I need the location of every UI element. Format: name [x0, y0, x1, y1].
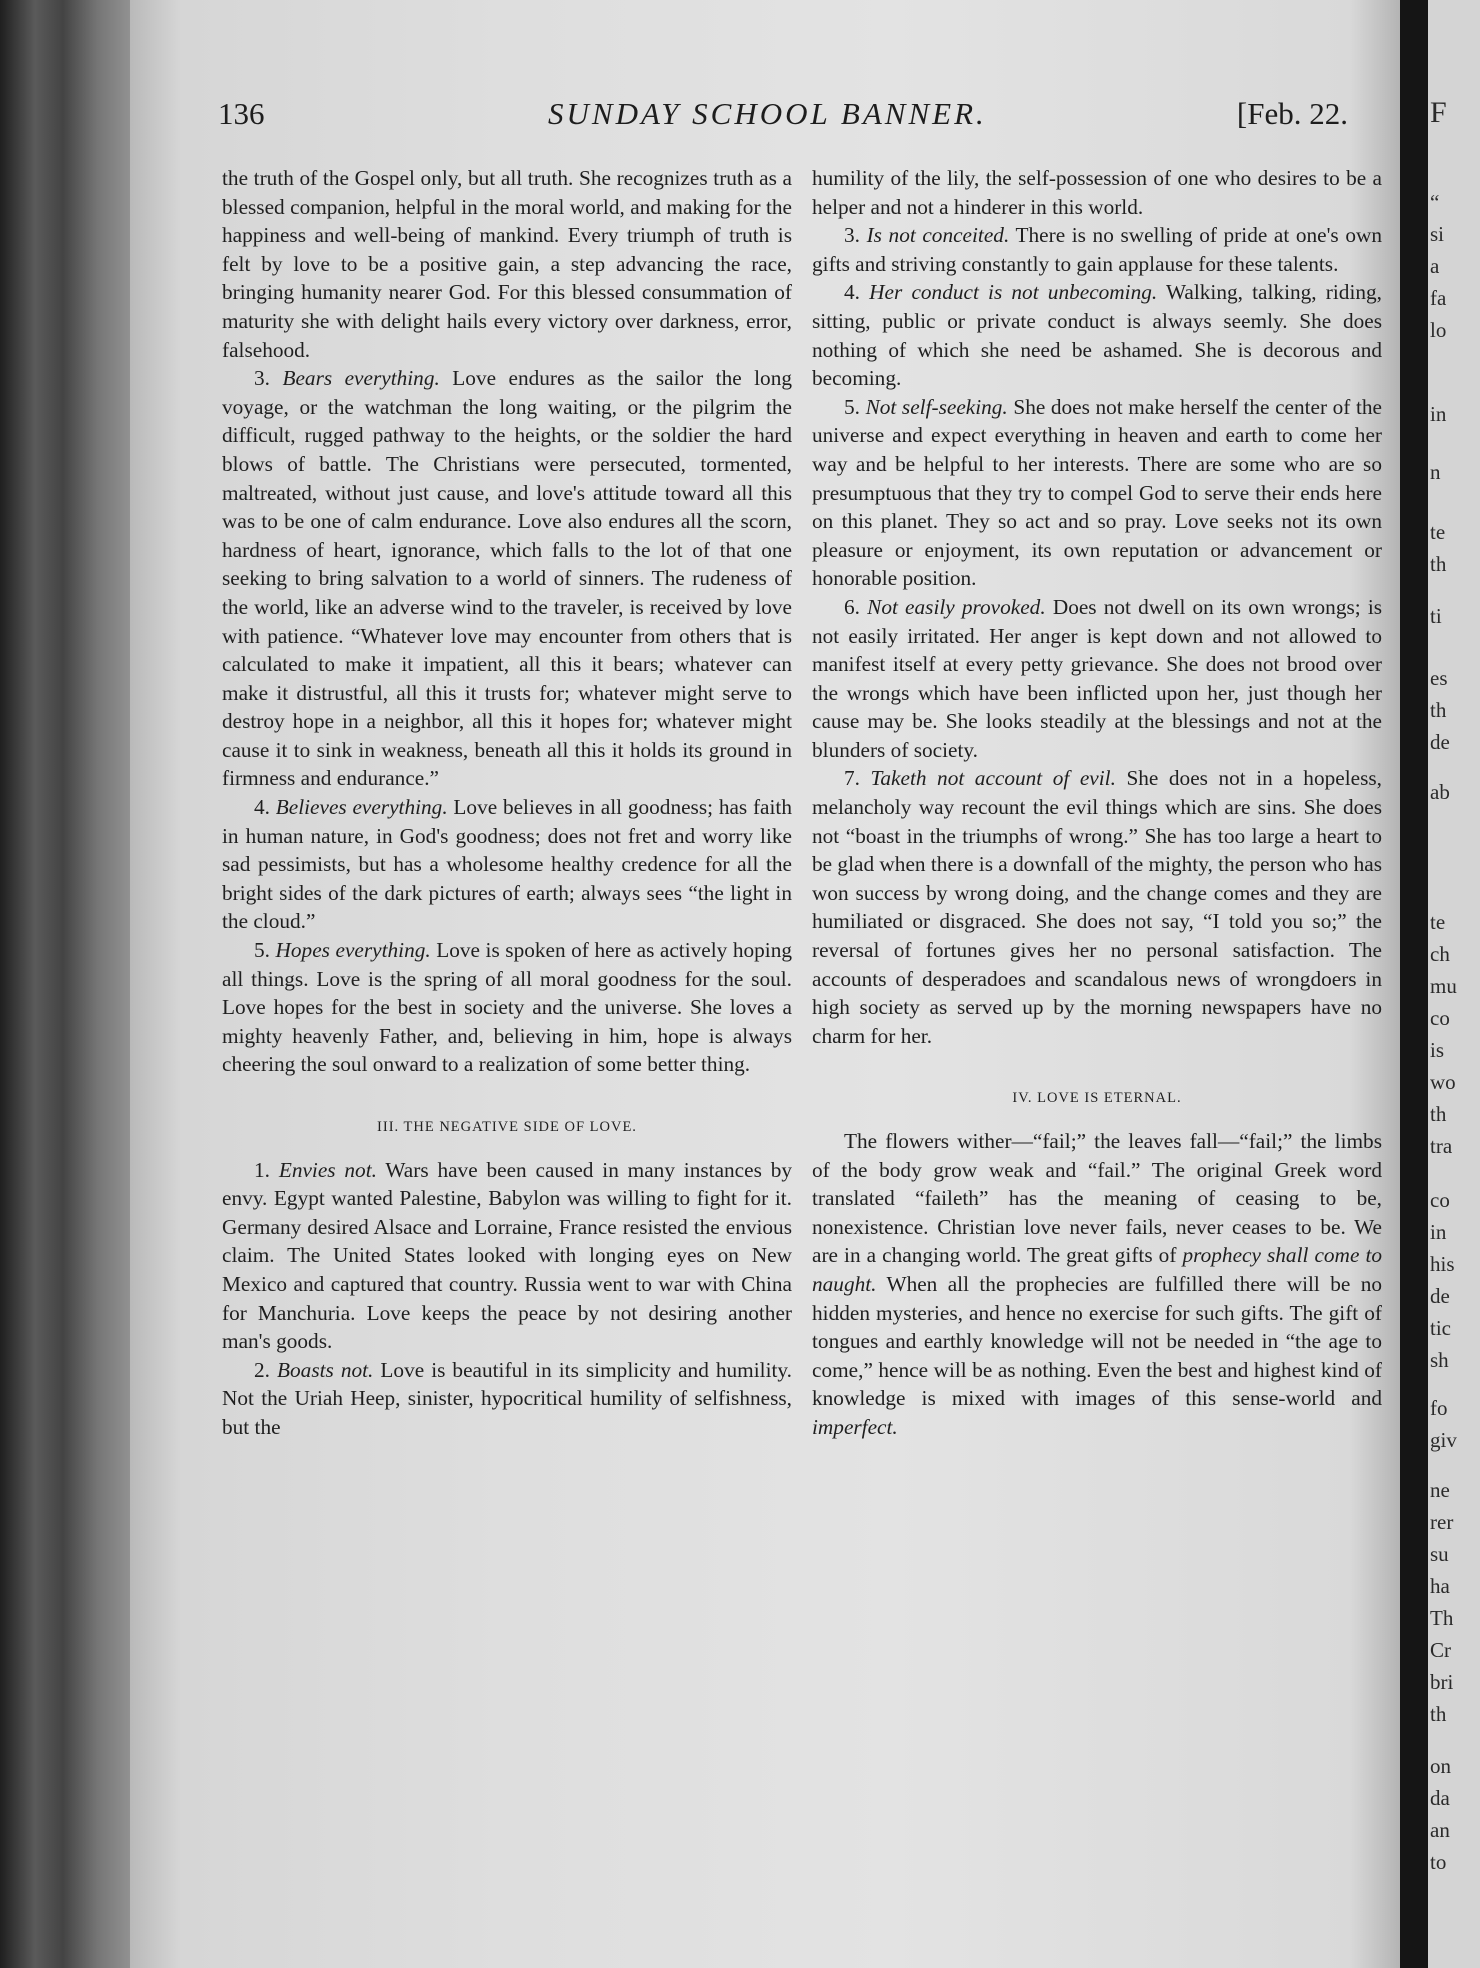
next-page-text-fragment: Cr [1430, 1638, 1451, 1662]
item-number: 3. [254, 366, 270, 391]
item-text: When all the prophecies are fulfilled there will be no hidden mysteries, and hence no exercise for such gifts. The gift of tongues and earthly knowledge will not be needed in “the age to come,” hence will be as nothing. Even the best and highest kind of knowledge is mixed with images of this sense-world and [812, 1271, 1382, 1411]
next-page-text-fragment: F [1430, 96, 1447, 129]
next-page-text-fragment: in [1430, 1220, 1447, 1244]
item-text: Love endures as the sailor the long voyage, or the watchman the long waiting, or the pilgrim the difficult, rugged pathway to the heights, or the soldier the hard blows of battle. The Christians were persecuted, tormented, maltreated, without just cause, and love's attitude toward all this was to be one of calm endurance. Love also endures all the scorn, hardness of heart, ignorance, which falls to the lot of that one seeking to bring salvation to a world of sinners. The rudeness of the world, like an adverse wind to the traveler, is received by love with patience. “Whatever love may encounter from others that is calculated to make it impatient, all this it bears; whatever can make it distrustful, all this it trusts for; whatever might serve to destroy hope in a neighbor, all this it hopes for; whatever might cause it to sink in weakness, beneath all this it holds its ground in firmness and endurance.” [222, 366, 793, 791]
item-text: Walking, talking, riding, sitting, public or private conduct is always seemly. She does nothing of which she need be ashamed. She is decorous and becoming. [812, 280, 1382, 391]
next-page-text-fragment: on [1430, 1754, 1451, 1778]
item-text: Love believes in all goodness; has faith in human nature, in God's goodness; does not fret and worry like sad pessimists, but has a wholesome healthy credence for all the bright sides of the dark pictures of earth; always sees “the light in the cloud.” [222, 795, 792, 934]
item-title: Envies not. [278, 1157, 377, 1182]
paragraph-conduct [812, 278, 1382, 392]
issue-date: [Feb. 22. [1236, 96, 1348, 131]
next-page-text-fragment: ne [1430, 1478, 1450, 1502]
next-page-text-fragment: a [1430, 254, 1440, 278]
item-number: 4. [844, 280, 860, 305]
item-text: She does not in a hopeless, melancholy way recount the evil things which are sins. She does not “boast in the triumphs of wrong.” She has too large a heart to be glad when there is a downfall of the mighty, the person who has won success by wrong doing, and the change comes and they are humiliated or disgraced. She does not say, “I told you so;” the reversal of fortunes gives her no personal satisfaction. The accounts of desperadoes and scandalous news of wrongdoers in high society as served up by the morning newspapers have no charm for her. [812, 766, 1382, 1048]
page-gutter [1400, 0, 1428, 1968]
next-page-text-fragment: ha [1430, 1574, 1450, 1598]
next-page-text-fragment: th [1430, 1702, 1447, 1726]
item-title: Bears everything. [282, 366, 440, 391]
next-page-text-fragment: th [1430, 1102, 1447, 1126]
paragraph-bears-everything [222, 364, 792, 793]
next-page-text-fragment: co [1430, 1006, 1450, 1030]
next-page-text-fragment: his [1430, 1252, 1455, 1276]
next-page-text-fragment: wo [1430, 1070, 1456, 1094]
item-title: Boasts not. [277, 1357, 374, 1382]
paragraph-humility: humility of the lily, the self-possession of one who desires to be a helper and not a hinderer in this world. [812, 166, 1382, 219]
next-page-text-fragment: an [1430, 1818, 1450, 1842]
paragraph-love-eternal [812, 1127, 1382, 1442]
paragraph-truth: the truth of the Gospel only, but all truth. She recognizes truth as a blessed companion, helpful in the moral world, and making for the happiness and well-being of mankind. Every triumph of truth is felt by love to be a positive gain, a step advancing the race, bringing humanity nearer God. For this blessed consummation of maturity she with delight hails every victory over darkness, error, falsehood. [222, 166, 792, 362]
next-page-text-fragment: tic [1430, 1316, 1451, 1340]
item-number: 2. [254, 1357, 270, 1382]
next-page-text-fragment: fa [1430, 286, 1447, 310]
item-text: The flowers wither—“fail;” the leaves fall—“fail;” the limbs of the body grow weak and “fail.” The original Greek word translated “faileth” has the meaning of ceasing to be, nonexistence. Christian love never fails, never ceases to be. We are in a changing world. The great gifts of [812, 1129, 1382, 1268]
next-page-text-fragment: to [1430, 1850, 1447, 1874]
paragraph-hopes-everything [222, 936, 792, 1079]
next-page-text-fragment: de [1430, 730, 1450, 754]
item-number: 5. [254, 938, 270, 963]
book-spine-edge [0, 0, 140, 1968]
item-title: Believes everything. [275, 795, 448, 820]
paragraph-boasts-not [222, 1356, 792, 1442]
item-text: Love is beautiful in its simplicity and humility. Not the Uriah Heep, sinister, hypocritical humility of selfishness, but the [222, 1357, 793, 1439]
item-text: Love is spoken of here as actively hoping all things. Love is the spring of all moral goodness for the soul. Love hopes for the best in society and the universe. She loves a mighty heavenly Father, and, believing in him, hope is always cheering the soul onward to a realization of some better thing. [222, 938, 793, 1077]
section-heading-love-eternal: IV. LOVE IS ETERNAL. [1012, 1090, 1182, 1107]
next-page-text-fragment: rer [1430, 1510, 1454, 1534]
paragraph-not-easily-provoked [812, 593, 1382, 765]
next-page-text-fragment: n [1430, 460, 1441, 484]
next-page-text-fragment: te [1430, 910, 1446, 934]
next-page-text-fragment: si [1430, 222, 1445, 246]
item-number: 4. [254, 795, 270, 820]
paragraph-taketh-not-account [812, 764, 1382, 1050]
item-number: 7. [844, 766, 860, 791]
item-title: Not easily provoked. [867, 594, 1046, 619]
next-page-text-fragment: in [1430, 402, 1447, 426]
next-page-text-fragment: de [1430, 1284, 1450, 1308]
next-page-text-fragment: mu [1430, 974, 1457, 998]
next-page-text-fragment: “ [1430, 190, 1440, 214]
item-text: There is no swelling of pride at one's own gifts and striving constantly to gain applause for these talents. [812, 223, 1382, 276]
paragraph-not-conceited [812, 221, 1382, 278]
next-page-text-fragment: giv [1430, 1428, 1457, 1452]
item-number: 3. [844, 223, 860, 248]
item-title: Is not conceited. [866, 223, 1010, 248]
item-number: 1. [254, 1157, 270, 1182]
paragraph-not-self-seeking [812, 393, 1382, 593]
item-emphasis: prophecy shall come to naught. [812, 1243, 1383, 1296]
item-text: Wars have been caused in many instances by envy. Egypt wanted Palestine, Babylon was willing to fight for it. Germany desired Alsace and Lorraine, France resisted the envious claim. The United States looked with longing eyes on New Mexico and captured that country. Russia went to war with China for Manchuria. Love keeps the peace by not desiring another man's goods. [222, 1157, 792, 1354]
item-number: 5. [844, 394, 860, 419]
next-page-text-fragment: lo [1430, 318, 1447, 342]
next-page-text-fragment: th [1430, 552, 1447, 576]
next-page-text-fragment: es [1430, 666, 1448, 690]
next-page-text-fragment: da [1430, 1786, 1450, 1810]
paragraph-believes-everything [222, 793, 792, 936]
paragraph-envies-not [222, 1156, 792, 1356]
section-heading-negative-side: III. THE NEGATIVE SIDE OF LOVE. [377, 1119, 637, 1135]
item-title: Hopes everything. [275, 938, 431, 963]
left-column [222, 164, 792, 1442]
next-page-text-fragment: co [1430, 1188, 1450, 1212]
item-text: She does not make herself the center of the universe and expect everything in heaven and earth to come her way and be helpful to her interests. There are some who are so presumptuous that they try to compel God to serve their ends here on this planet. They so act and so pray. Love seeks not its own pleasure or enjoyment, its own reputation or advancement or honorable position. [812, 394, 1382, 591]
running-header [218, 96, 1368, 136]
item-title: Taketh not account of evil. [870, 766, 1116, 791]
next-page-text-fragment: ab [1430, 780, 1450, 804]
item-text: Does not dwell on its own wrongs; is not easily irritated. Her anger is kept down and not allowed to manifest itself at every petty grievance. She does not brood over the wrongs which have been inflicted upon her, just though her cause may be. She looks steadily at the blessings and not at the blunders of society. [812, 594, 1383, 762]
publication-title: SUNDAY SCHOOL BANNER. [548, 96, 987, 131]
next-page-text-fragment: sh [1430, 1348, 1449, 1372]
item-title: Her conduct is not unbecoming. [869, 280, 1158, 305]
item-emphasis: imperfect. [812, 1414, 898, 1439]
item-number: 6. [844, 594, 860, 619]
next-page-text-fragment: ti [1430, 604, 1442, 628]
next-page-text-fragment: bri [1430, 1670, 1454, 1694]
next-page-text-fragment: ch [1430, 942, 1450, 966]
page-number: 136 [218, 96, 265, 131]
next-page-text-fragment: Th [1430, 1606, 1454, 1630]
next-page-text-fragment: is [1430, 1038, 1445, 1062]
next-page-text-fragment: tra [1430, 1134, 1453, 1158]
next-page-text-fragment: th [1430, 698, 1447, 722]
next-page-text-fragment: su [1430, 1542, 1449, 1566]
next-page-edge [1428, 0, 1480, 1968]
right-column [812, 164, 1382, 1442]
item-title: Not self-seeking. [865, 394, 1008, 419]
next-page-text-fragment: te [1430, 520, 1446, 544]
next-page-text-fragment: fo [1430, 1396, 1448, 1420]
